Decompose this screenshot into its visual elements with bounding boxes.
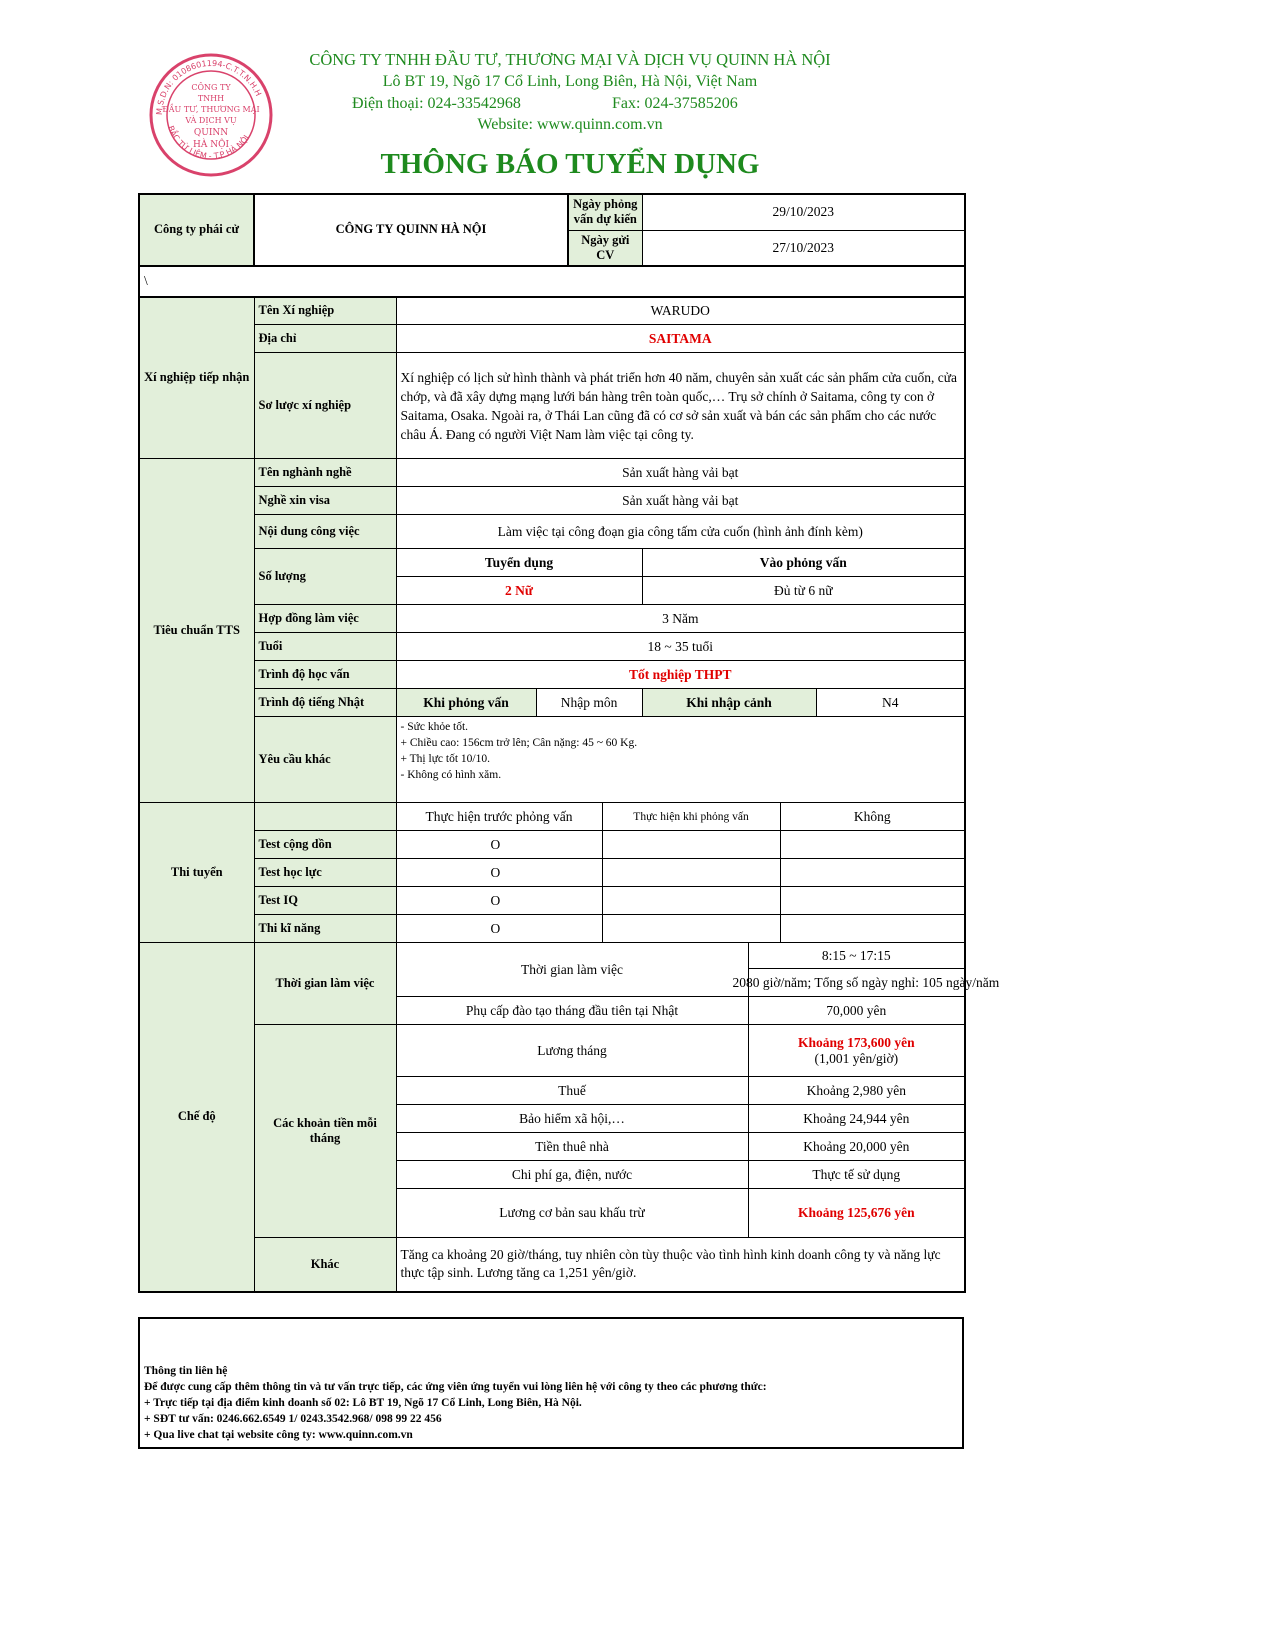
worktime-year [732,969,1000,997]
exam-col-during: Thực hiện khi phỏng vấn [602,803,780,831]
company-phone: Điện thoại: 024-33542968 [352,95,521,112]
enterprise-summary: Xí nghiệp có lịch sử hình thành và phát triển hơn 40 năm, chuyên sản xuất các sản phẩm cửa cuốn, cửa chớp, và đã xây dựng mạng lưới bán hàng trên toàn quốc,… Trụ sở chính ở Saitama, công ty con ở Saitama, Osaka. Ngoài ra, ở Thái Lan cũng đã có cơ sở sản xuất và bán các sản phẩm cho các nước châu Á. Đang có người Việt Nam làm việc tại công ty. [396,353,965,459]
svg-text:VÀ DỊCH VỤ: VÀ DỊCH VỤ [185,116,237,125]
visa-value: Sản xuất hàng vải bạt [396,487,965,515]
worktime-hours: 8:15 ~ 17:15 [748,943,965,969]
recruit-value: 2 Nữ [396,577,642,605]
exam-before-mark: O [396,887,602,915]
exam-during-mark [602,859,780,887]
exam-none-mark [780,915,965,943]
enterprise-section: Xí nghiệp tiếp nhận [139,297,254,459]
exam-before-mark: O [396,915,602,943]
exam-during-mark [602,887,780,915]
exam-before-mark: O [396,831,602,859]
recruitment-table [138,193,1000,1293]
svg-text:HÀ NỘI: HÀ NỘI [192,140,230,150]
requirement-line: + Chiều cao: 156cm trở lên; Cân nặng: 45 ~ 60 Kg. [400,737,638,749]
exam-before-mark: O [396,859,602,887]
exam-row-label: Test cộng dồn [254,831,396,859]
company-website: Website: www.quinn.com.vn [477,116,663,133]
requirement-line: - Không có hình xăm. [400,769,502,781]
svg-text:ĐẦU TƯ, THƯƠNG MẠI: ĐẦU TƯ, THƯƠNG MẠI [162,105,260,114]
contract-label: Hợp đồng làm việc [254,605,396,633]
net-salary-label: Lương cơ bản sau khấu trừ [396,1189,748,1238]
enterprise-summary-label: Sơ lược xí nghiệp [254,353,396,459]
regime-section: Chế độ [139,943,254,1292]
exam-during-mark [602,915,780,943]
worktime-label: Thời gian làm việc [396,943,748,997]
quantity-label: Số lượng [254,549,396,605]
utility-label: Chi phí ga, điện, nước [396,1161,748,1189]
contact-livechat: + Qua live chat tại website công ty: www.quinn.com.vn [144,1429,413,1441]
svg-text:M.S.D.N: 0108601194-C.T.T.N.H.: M.S.D.N: 0108601194-C.T.T.N.H.H [154,58,263,116]
allowance-label: Phụ cấp đào tạo tháng đầu tiên tại Nhật [396,997,748,1025]
exam-none-mark [780,859,965,887]
enterprise-name-label: Tên Xí nghiệp [254,297,396,325]
exam-none-mark [780,831,965,859]
company-name: CÔNG TY TNHH ĐẦU TƯ, THƯƠNG MẠI VÀ DỊCH VỤ QUINN HÀ NỘI [309,50,831,69]
worktime-group: Thời gian làm việc [254,943,396,1025]
contact-intro: Để được cung cấp thêm thông tin và tư vấn trực tiếp, các ứng viên ứng tuyển vui lòng liên hệ với công ty theo các phương thức: [144,1381,767,1393]
job-value: Sản xuất hàng vải bạt [396,459,965,487]
note-row: \ [139,266,965,297]
svg-text:QUINN: QUINN [193,128,229,138]
age-value: 18 ~ 35 tuổi [396,633,965,661]
cv-date-label: Ngày gửi CV [568,230,642,266]
exam-row-label: Test IQ [254,887,396,915]
japanese-label: Trình độ tiếng Nhật [254,689,396,717]
exam-col-before: Thực hiện trước phỏng vấn [396,803,602,831]
interview-value: Đủ từ 6 nữ [642,577,965,605]
interview-date-label: Ngày phỏng vấn dự kiến [568,194,642,230]
job-label: Tên nghành nghề [254,459,396,487]
other-requirements [396,717,965,803]
svg-text:BẮC TỪ LIÊM - T.P HÀ NỘI: BẮC TỪ LIÊM - T.P HÀ NỘI [166,124,251,161]
tax-value: Khoảng 2,980 yên [748,1077,965,1105]
salary-hourly: (1,001 yên/giờ) [814,1050,899,1066]
contract-value: 3 Năm [396,605,965,633]
work-label: Nội dung công việc [254,515,396,549]
requirement-line: + Thị lực tốt 10/10. [400,753,490,765]
work-value: Làm việc tại công đoạn gia công tấm cửa cuốn (hình ảnh đính kèm) [396,515,965,549]
exam-corner [254,803,396,831]
net-salary-value: Khoảng 125,676 yên [748,1189,965,1238]
contact-info [139,1318,963,1448]
salary-label: Lương tháng [396,1025,748,1077]
exam-none-mark [780,887,965,915]
recruit-header: Tuyển dụng [396,549,642,577]
contact-phone: + SĐT tư vấn: 0246.662.6549 1/ 0243.3542.968/ 098 99 22 456 [144,1413,442,1425]
jp-entry-header: Khi nhập cảnh [642,689,816,717]
standards-section: Tiêu chuẩn TTS [139,459,254,803]
jp-interview-header: Khi phỏng vấn [396,689,536,717]
enterprise-name: WARUDO [396,297,965,325]
page-title: THÔNG BÁO TUYỂN DỤNG [380,148,760,180]
contact-box [138,1317,964,1449]
other-group: Khác [254,1238,396,1292]
other-value: Tăng ca khoảng 20 giờ/tháng, tuy nhiên còn tùy thuộc vào tình hình kinh doanh công ty và năng lực thực tập sinh. Lương tăng ca 1,251 yên/giờ. [396,1238,965,1292]
insurance-label: Bảo hiểm xã hội,… [396,1105,748,1133]
enterprise-address-label: Địa chỉ [254,325,396,353]
visa-label: Nghề xin visa [254,487,396,515]
rent-label: Tiền thuê nhà [396,1133,748,1161]
svg-text:CÔNG TY: CÔNG TY [191,83,231,92]
rent-value: Khoảng 20,000 yên [748,1133,965,1161]
contact-address: + Trực tiếp tại địa điểm kinh doanh số 02: Lô BT 19, Ngõ 17 Cổ Linh, Long Biên, Hà Nội. [144,1397,582,1409]
exam-during-mark [602,831,780,859]
exam-row-label: Test học lực [254,859,396,887]
education-label: Trình độ học vấn [254,661,396,689]
interview-header: Vào phỏng vấn [642,549,965,577]
age-label: Tuổi [254,633,396,661]
worktime-year-text: 2080 giờ/năm; Tổng số ngày nghỉ: 105 ngày/năm [732,974,1000,990]
dispatch-value: CÔNG TY QUINN HÀ NỘI [254,194,568,266]
tax-label: Thuế [396,1077,748,1105]
salary-cell [748,1025,965,1077]
jp-entry-value: N4 [816,689,965,717]
company-address: Lô BT 19, Ngõ 17 Cổ Linh, Long Biên, Hà Nội, Việt Nam [382,73,758,90]
insurance-value: Khoảng 24,944 yên [748,1105,965,1133]
jp-interview-value: Nhập môn [536,689,642,717]
requirement-line: - Sức khỏe tốt. [400,721,469,733]
exam-section: Thi tuyển [139,803,254,943]
company-fax: Fax: 024-37585206 [612,95,738,112]
cv-date: 27/10/2023 [642,230,965,266]
monthly-money-group: Các khoản tiền mỗi tháng [254,1025,396,1238]
enterprise-address: SAITAMA [396,325,965,353]
salary-value: Khoảng 173,600 yên [797,1034,915,1050]
dispatch-label: Công ty phái cử [139,194,254,266]
education-value: Tốt nghiệp THPT [396,661,965,689]
utility-value: Thực tế sử dụng [748,1161,965,1189]
svg-text:TNHH: TNHH [197,94,225,103]
company-seal-icon [148,52,274,178]
exam-row-label: Thi kĩ năng [254,915,396,943]
interview-date: 29/10/2023 [642,194,965,230]
contact-title: Thông tin liên hệ [144,1365,228,1377]
exam-col-none: Không [780,803,965,831]
other-requirements-label: Yêu cầu khác [254,717,396,803]
allowance-value: 70,000 yên [748,997,965,1025]
